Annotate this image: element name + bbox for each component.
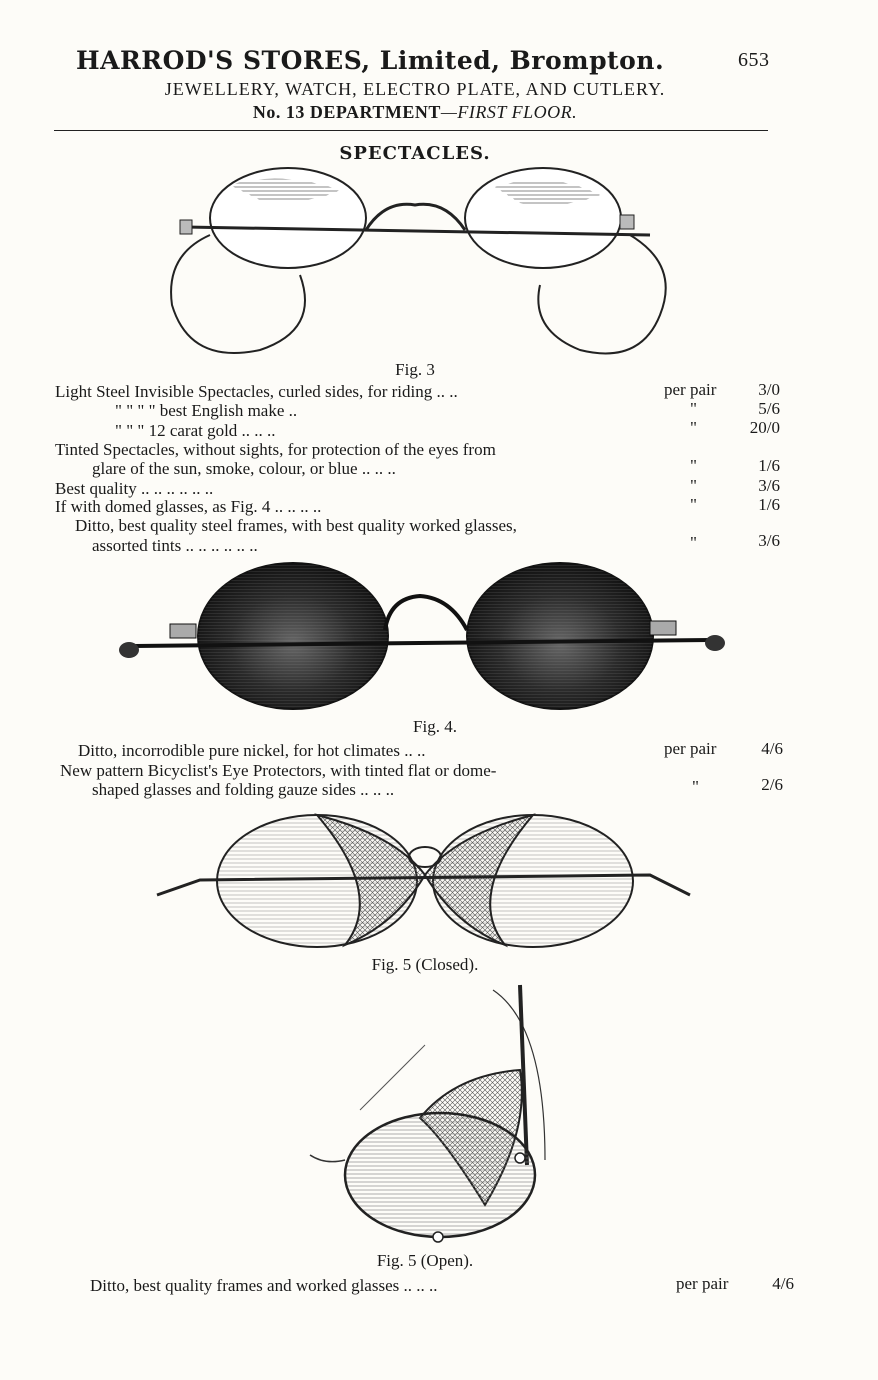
list-item-price: 5/6 [758, 399, 780, 418]
list-item-unit: " [690, 418, 697, 437]
fig3-caption: Fig. 3 [395, 360, 435, 379]
list-item-text: " " " 12 carat gold .. .. .. [115, 421, 276, 440]
list-item-price: 1/6 [758, 456, 780, 475]
list-item-text: glare of the sun, smoke, colour, or blue .. .. .. [92, 459, 396, 478]
list-item-price: 4/6 [772, 1274, 794, 1293]
list-item-text: shaped glasses and folding gauze sides .. .. .. [92, 780, 395, 799]
list-item-unit: " [690, 456, 697, 475]
store-header [76, 46, 796, 75]
page-number: 653 [738, 49, 770, 71]
list-item-price: 2/6 [761, 775, 783, 794]
department-subtitle: JEWELLERY, WATCH, ELECTRO PLATE, AND CUTLERY. [164, 79, 666, 99]
list-item-price: 3/0 [758, 380, 780, 399]
list-item-unit: " [692, 777, 699, 796]
header-rule [54, 130, 768, 131]
fig5-closed-caption: Fig. 5 (Closed). [371, 955, 479, 974]
department-line [0, 102, 830, 123]
store-title: HARROD'S STORES, Limited, Brompton. [76, 46, 665, 75]
fig5-open-caption: Fig. 5 (Open). [376, 1251, 474, 1270]
list-item-text: assorted tints .. .. .. .. .. .. [92, 536, 258, 555]
list-item-text: " " " " best English make .. [115, 401, 298, 420]
list-item-unit: per pair [664, 380, 717, 399]
list-item-unit: per pair [664, 739, 717, 758]
fig4-caption: Fig. 4. [413, 717, 457, 736]
fig4-spectacles-illustration [115, 558, 730, 713]
list-item-text: New pattern Bicyclist's Eye Protectors, with tinted flat or dome- [60, 761, 497, 780]
list-item-price: 4/6 [761, 739, 783, 758]
department-floor: —FIRST FLOOR. [440, 102, 578, 122]
list-item-text: Ditto, best quality steel frames, with best quality worked glasses, [75, 516, 517, 535]
list-item-text: Ditto, best quality frames and worked glasses .. .. .. [90, 1276, 438, 1295]
list-item-text: Light Steel Invisible Spectacles, curled sides, for riding .. .. [55, 382, 458, 401]
list-item-price: 3/6 [758, 476, 780, 495]
list-item-unit: " [690, 476, 697, 495]
list-item-unit: " [690, 533, 697, 552]
section-title: SPECTACLES. [339, 143, 491, 164]
fig3-spectacles-illustration [160, 165, 680, 365]
list-item-text: Tinted Spectacles, without sights, for protection of the eyes from [55, 440, 496, 459]
list-item-text: If with domed glasses, as Fig. 4 .. .. .. .. [55, 497, 322, 516]
fig5-closed-illustration [155, 805, 695, 953]
list-item-text: Ditto, incorrodible pure nickel, for hot climates .. .. [78, 741, 426, 760]
fig5-open-illustration [305, 980, 565, 1250]
list-item-unit: " [690, 495, 697, 514]
list-item-unit: per pair [676, 1274, 729, 1293]
list-item-price: 3/6 [758, 531, 780, 550]
list-item-price: 1/6 [758, 495, 780, 514]
list-item-text: Best quality .. .. .. .. .. .. [55, 479, 214, 498]
list-item-price: 20/0 [749, 418, 780, 437]
list-item-unit: " [690, 399, 697, 418]
department-number: No. 13 DEPARTMENT [252, 102, 441, 122]
